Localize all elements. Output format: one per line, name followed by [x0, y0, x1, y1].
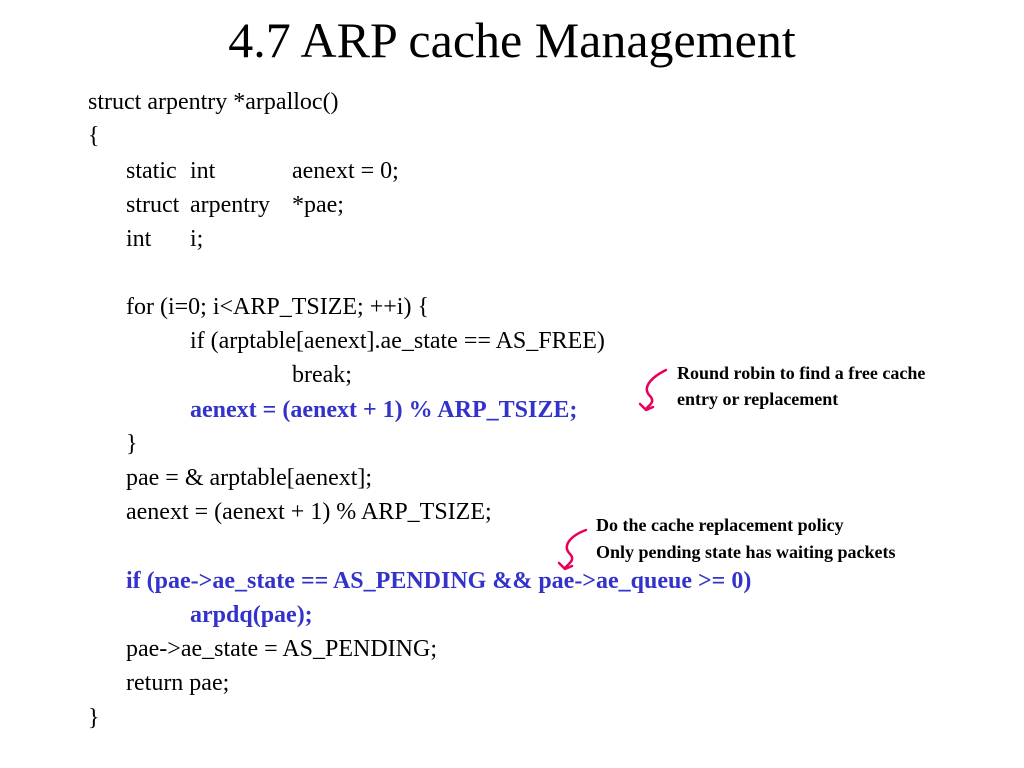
code-decl-struct-var: *pae; [292, 192, 344, 218]
code-arpdq-call: arpdq(pae); [190, 602, 313, 628]
code-for-loop: for (i=0; i<ARP_TSIZE; ++i) { [126, 294, 429, 320]
callout-arrow-replacement-policy [556, 526, 596, 576]
code-if-free: if (arptable[aenext].ae_state == AS_FREE) [190, 328, 605, 354]
code-decl-struct-keyword: struct [126, 192, 180, 218]
code-decl-int-type: int [126, 226, 152, 252]
annotation-replacement-policy-line2: Only pending state has waiting packets [596, 542, 896, 562]
code-decl-static-var: aenext = 0; [292, 158, 399, 184]
code-break: break; [292, 362, 352, 388]
code-signature: struct arpentry *arpalloc() [88, 89, 339, 115]
code-aenext-increment: aenext = (aenext + 1) % ARP_TSIZE; [126, 499, 492, 525]
annotation-round-robin-line2: entry or replacement [677, 389, 839, 409]
code-decl-static-type: int [190, 158, 216, 184]
code-decl-struct-type: arpentry [190, 192, 270, 218]
code-if-pending: if (pae->ae_state == AS_PENDING && pae->ae_queue >= 0) [126, 568, 752, 594]
slide-title: 4.7 ARP cache Management [228, 12, 796, 68]
callout-arrow-round-robin [638, 366, 678, 416]
code-open-brace: { [88, 123, 100, 149]
code-set-pending: pae->ae_state = AS_PENDING; [126, 636, 438, 662]
code-close-for: } [126, 431, 138, 457]
code-close-brace: } [88, 705, 100, 731]
code-pae-assign: pae = & arptable[aenext]; [126, 465, 373, 491]
annotation-round-robin-line1: Round robin to find a free cache [677, 363, 926, 383]
code-decl-int-var: i; [190, 226, 204, 252]
code-return: return pae; [126, 670, 230, 696]
code-aenext-increment-loop: aenext = (aenext + 1) % ARP_TSIZE; [190, 397, 578, 423]
annotation-replacement-policy-line1: Do the cache replacement policy [596, 515, 844, 535]
code-decl-static-keyword: static [126, 158, 177, 184]
